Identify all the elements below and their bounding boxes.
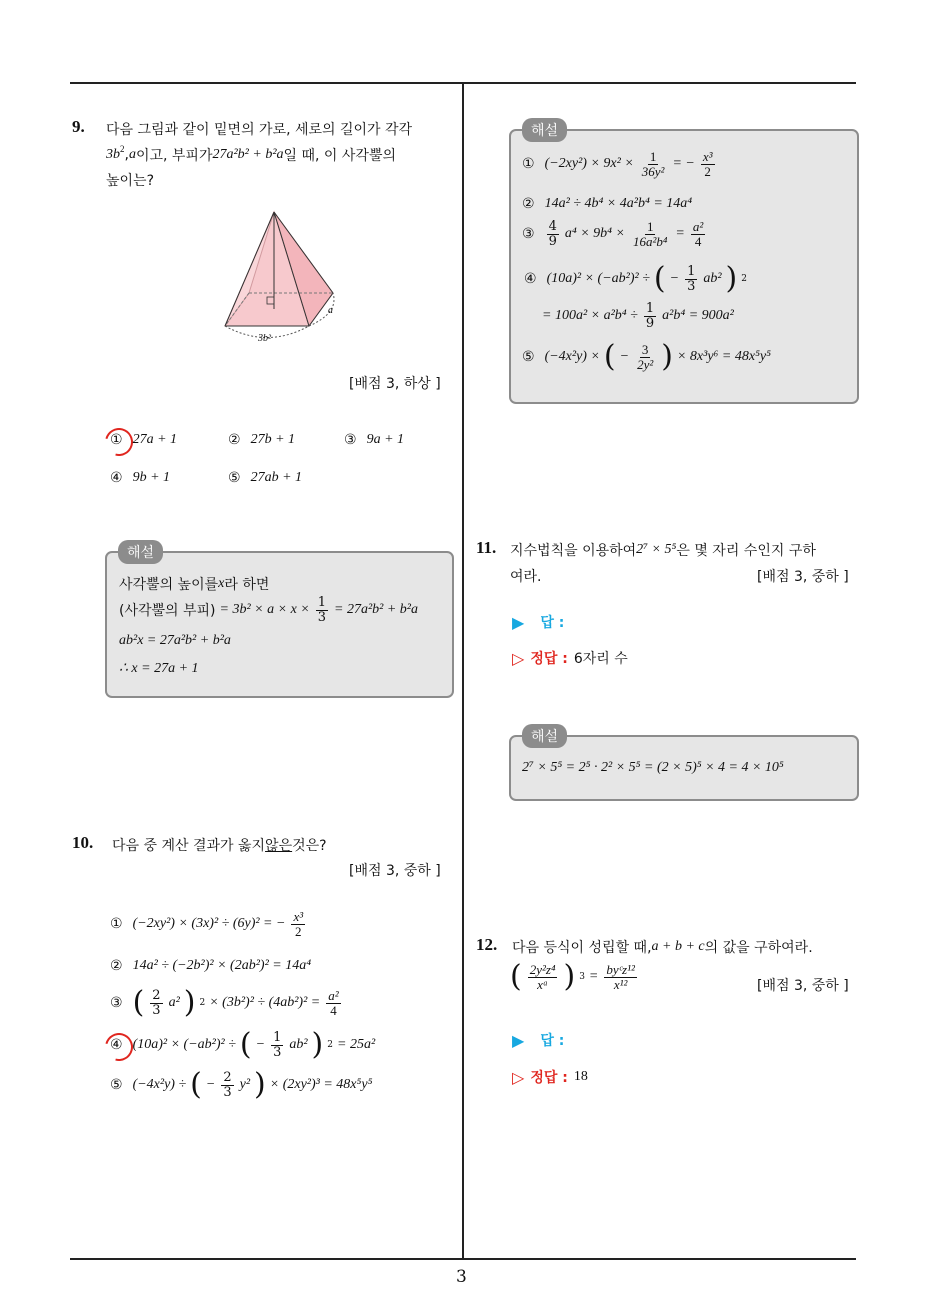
- q9-choice-1[interactable]: ① 27a + 1: [110, 432, 178, 448]
- q11-answer-row[interactable]: ▶ 답 :: [512, 612, 565, 632]
- q9-choice-5[interactable]: ⑤ 27ab + 1: [228, 470, 303, 486]
- q9-width-expr: $3b^2$: [106, 144, 125, 162]
- q11-points: [배점 3, 중하 ]: [757, 569, 849, 585]
- q9-solution-line3: ab²x = 27a²b² + b²a: [119, 633, 231, 648]
- q11-text-line2: 여라.: [510, 569, 542, 585]
- q9-choice-2[interactable]: ② 27b + 1: [228, 432, 296, 448]
- q9-text-line3: 높이는?: [106, 173, 155, 189]
- q9-text-line2: $3b^2$ , a 이고, 부피가 27a²b² + b²a 일 때, 이 사각뿔의: [106, 144, 396, 164]
- q10-solution-line2: ② 14a² ÷ 4b⁴ × 4a²b⁴ = 14a⁴: [522, 196, 693, 212]
- outline-arrow-icon: ▷: [512, 1067, 525, 1087]
- q10-solution-tag: 해설: [522, 118, 567, 142]
- q9-solution-tag: 해설: [118, 540, 163, 564]
- q10-choice-5[interactable]: ⑤ (−4x²y) ÷ ( − $\frac{2}{3}$ y² ) × (2xy²)³ = 48x⁵y⁵: [110, 1067, 373, 1102]
- q9-solution-line4: ∴ x = 27a + 1: [119, 661, 199, 676]
- q10-solution-line4b: = 100a² × a²b⁴ ÷ $\frac{1}{9}$ a²b⁴ = 900a²: [542, 301, 734, 331]
- q9-points: [배점 3, 하상 ]: [349, 376, 441, 392]
- page-number: 3: [456, 1267, 467, 1287]
- q12-answer-row[interactable]: ▶ 답 :: [512, 1030, 565, 1050]
- q12-equation: ( $\frac{\text{2y²z⁴}}{\text{xᵃ}}$ ) 3 = $\frac{\text{byᶜz¹²}}{\text{x¹²}}$: [510, 959, 635, 994]
- play-arrow-icon: ▶: [512, 612, 525, 632]
- q9-choice-4[interactable]: ④ 9b + 1: [110, 470, 171, 486]
- q11-correct-row: ▷ 정답 : 6자리 수: [512, 648, 628, 668]
- q10-choice-4[interactable]: ④ (10a)² × (−ab²)² ÷ ( − $\frac{1}{3}$ ab² ) 2 = 25a²: [110, 1027, 376, 1062]
- q12-points: [배점 3, 중하 ]: [757, 978, 849, 994]
- q10-solution-line5: ⑤ (−4x²y) × ( − $\frac{3}{\text{2y²}}$ ) × 8x³y⁶ = 48x⁵y⁵: [522, 339, 772, 374]
- q9-choice-3[interactable]: ③ 9a + 1: [344, 432, 405, 448]
- pyramid-label-base: 3b²: [258, 333, 271, 344]
- bottom-rule: [70, 1258, 856, 1260]
- q9-text-line1: 다음 그림과 같이 밑면의 가로, 세로의 길이가 각각: [106, 122, 413, 138]
- q11-number: 11.: [476, 538, 497, 557]
- q12-number: 12.: [476, 935, 498, 954]
- q11-solution-tag: 해설: [522, 724, 567, 748]
- q11-solution-line: 2⁷ × 5⁵ = 2⁵ · 2² × 5⁵ = (2 × 5)⁵ × 4 = 4 × 10⁵: [522, 760, 784, 775]
- q9-number: 9.: [72, 117, 85, 136]
- q9-solution-line1: 사각뿔의 높이를 x 라 하면: [119, 576, 270, 593]
- q12-correct-row: ▷ 정답 : 18: [512, 1067, 588, 1087]
- q10-solution-line3: ③ $\frac{4}{9}$ a⁴ × 9b⁴ × $\frac{1}{\text{16a²b⁴}}$ = $\frac{\text{a²}}{4}$: [522, 219, 704, 249]
- q10-points: [배점 3, 중하 ]: [349, 863, 441, 879]
- pyramid-figure: [215, 205, 350, 350]
- column-divider: [462, 82, 464, 1259]
- q12-text: 다음 등식이 성립할 때, a + b + c 의 값을 구하여라.: [512, 939, 813, 956]
- q10-number: 10.: [72, 833, 94, 852]
- q10-choice-3[interactable]: ③ ( $\frac{2}{3}$ a² ) 2 × (3b²)² ÷ (4ab²)² = $\frac{\text{a²}}{4}$: [110, 985, 339, 1020]
- pyramid-label-side: a: [328, 305, 333, 316]
- q11-text-line1: 지수법칙을 이용하여 2⁷ × 5⁵ 은 몇 자리 수인지 구하: [510, 542, 816, 559]
- q10-choice-2[interactable]: ② 14a² ÷ (−2b²)² × (2ab²)² = 14a⁴: [110, 958, 312, 974]
- q10-solution-line4: ④ (10a)² × (−ab²)² ÷ ( − $\frac{1}{3}$ ab² ) 2: [524, 261, 747, 296]
- q10-choice-1[interactable]: ① (−2xy²) × (3x)² ÷ (6y)² = − $\frac{\text{x³}}{2}$: [110, 909, 304, 939]
- outline-arrow-icon: ▷: [512, 648, 525, 668]
- q10-text: 다음 중 계산 결과가 옳지 않은 것은?: [112, 838, 327, 854]
- q9-solution-line2: (사각뿔의 부피) = 3b² × a × x × $\frac{1}{3}$ = 27a²b² + b²a: [119, 595, 419, 625]
- q10-solution-line1: ① (−2xy²) × 9x² × $\frac{1}{\text{36y²}}$ = − $\frac{\text{x³}}{2}$: [522, 149, 713, 179]
- play-arrow-icon: ▶: [512, 1030, 525, 1050]
